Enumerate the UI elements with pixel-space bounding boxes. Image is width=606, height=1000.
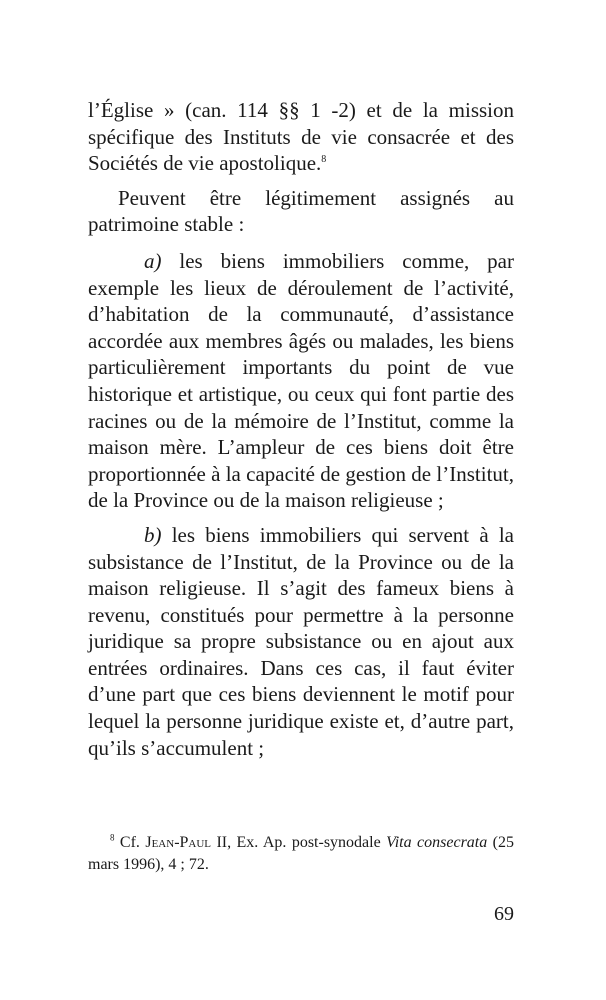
footnote-author-suffix: II, Ex. Ap. post-synodale [211, 834, 387, 851]
page-number: 69 [494, 903, 514, 925]
paragraph-text: Peuvent être légitimement assignés au patrimoine stable : [88, 185, 514, 237]
list-item-text: les biens immobiliers qui servent à la subsistance de l’Institut, de la Province ou de la maison religieuse. Il s’agit des fameux biens à revenu, constitués pour permettre à la personne juridique sa propre subsistance ou en ajout aux entrées ordinaires. Dans ces cas, il faut éviter d’une part que ces biens deviennent le motif pour lequel la personne juridique existe et, d’autre part, qu’ils s’accumulent ; [88, 522, 514, 760]
footnote-author: Jean-Paul [145, 834, 212, 851]
list-item-text: les biens immobiliers comme, par exemple les lieux de déroulement de l’activité, d’habitation de la communauté, d’assistance accordée aux membres âgés ou malades, les biens particulièrement importants du point de vue historique et artistique, ou ceux qui font partie des racines ou de la mémoire de l’Institut, comme la maison mère. L’ampleur de ces biens doit être proportionnée à la capacité de gestion de l’Institut, de la Province ou de la maison religieuse ; [88, 248, 514, 513]
list-item-b [88, 522, 514, 761]
footnote-reference: 8 [321, 154, 327, 166]
footnote-rest: (25 mars 1996), 4 ; 72. [88, 834, 515, 873]
paragraph-text: l’Église » (can. 114 §§ 1 -2) et de la mission spécifique des Instituts de vie consacrée et des Sociétés de vie apostolique. [88, 98, 514, 176]
page-body [88, 97, 514, 761]
list-marker: b) [144, 522, 162, 547]
footnote-work-title: Vita consecrata [386, 834, 488, 851]
paragraph-intro [88, 185, 514, 238]
list-marker: a) [144, 248, 162, 273]
footnote [88, 832, 514, 876]
footnote-number: 8 [110, 832, 115, 843]
paragraph-continuation [88, 97, 514, 177]
list-item-a [88, 248, 514, 514]
footnote-prefix: Cf. [114, 834, 146, 851]
